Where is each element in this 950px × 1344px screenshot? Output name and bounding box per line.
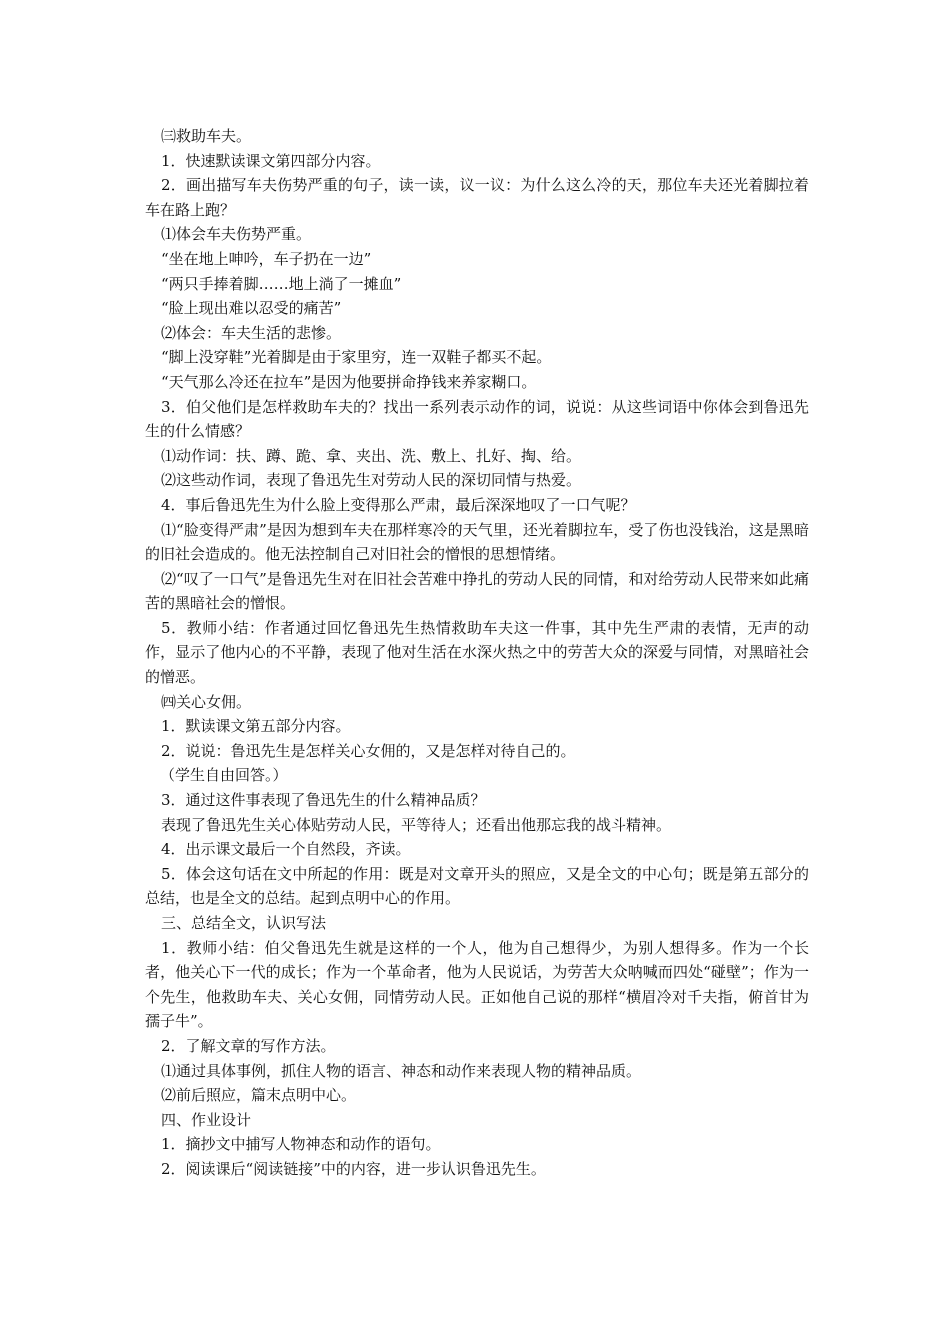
paragraph: “脚上没穿鞋”光着脚是由于家里穷，连一双鞋子都买不起。 (161, 348, 552, 367)
paragraph: （学生自由回答。） (160, 766, 288, 785)
section-heading-care-maid: ㈣关心女佣。 (161, 692, 252, 711)
paragraph: 1．摘抄文中捕写人物神态和动作的语句。 (161, 1135, 441, 1154)
paragraph: ⑵这些动作词，表现了鲁迅先生对劳动人民的深切同情与热爱。 (161, 471, 582, 490)
quote-line: “脸上现出难以忍受的痛苦” (161, 299, 342, 318)
paragraph: 3．伯父他们是怎样救助车夫的？找出一系列表示动作的词，说说：从这些词语中你体会到鲁迅先生的什么情感？ (145, 397, 809, 441)
paragraph: 2．阅读课后“阅读链接”中的内容，进一步认识鲁迅先生。 (161, 1159, 546, 1178)
paragraph: 4．出示课文最后一个自然段，齐读。 (161, 840, 411, 859)
paragraph: 2．画出描写车夫伤势严重的句子，读一读，议一议：为什么这么冷的天，那位车夫还光着脚拉着车在路上跑？ (145, 176, 809, 219)
quote-line: “坐在地上呻吟，车子扔在一边” (161, 249, 372, 268)
section-heading-summary: 三、总结全文，认识写法 (161, 914, 327, 932)
section-heading-rescue-coachman: ㈢救助车夫。 (161, 127, 252, 145)
paragraph: 3．通过这件事表现了鲁迅先生的什么精神品质？ (161, 791, 486, 810)
paragraph: “天气那么冷还在拉车”是因为他要拼命挣钱来养家糊口。 (161, 372, 537, 391)
paragraph: ⑴通过具体事例，抓住人物的语言、神态和动作来表现人物的精神品质。 (161, 1061, 642, 1080)
paragraph: ⑵“叹了一口气”是鲁迅先生对在旧社会苦难中挣扎的劳动人民的同情，和对给劳动人民带来如此痛苦的黑暗社会的憎恨。 (145, 569, 809, 613)
paragraph: 1．快速默读课文第四部分内容。 (161, 151, 381, 170)
paragraph: ⑵前后照应，篇末点明中心。 (161, 1086, 357, 1105)
document-body (145, 124, 809, 1182)
paragraph: ⑴动作词：扶、蹲、跪、拿、夹出、洗、敷上、扎好、掏、给。 (161, 446, 582, 465)
paragraph: 5．体会这句话在文中所起的作用：既是对文章开头的照应，又是全文的中心句；既是第五部分的总结，也是全文的总结。起到点明中心的作用。 (145, 864, 809, 908)
paragraph: ⑴体会车夫伤势严重。 (161, 225, 312, 244)
quote-line: “两只手捧着脚……地上淌了一摊血” (161, 274, 402, 293)
paragraph: 5．教师小结：作者通过回忆鲁迅先生热情救助车夫这一件事，其中先生严肃的表情，无声的动作，显示了他内心的不平静，表现了他对生活在水深火热之中的劳苦大众的深爱与同情，对黑暗社会的憎恶。 (145, 618, 809, 687)
paragraph: ⑴“脸变得严肃”是因为想到车夫在那样寒冷的天气里，还光着脚拉车，受了伤也没钱治，这是黑暗的旧社会造成的。他无法控制自己对旧社会的憎恨的思想情绪。 (145, 520, 809, 564)
section-heading-homework: 四、作业设计 (161, 1110, 252, 1129)
paragraph: 1．默读课文第五部分内容。 (161, 717, 351, 736)
paragraph: ⑵体会：车夫生活的悲惨。 (161, 323, 342, 342)
paragraph: 1．教师小结：伯父鲁迅先生就是这样的一个人，他为自己想得少，为别人想得多。作为一个长者，他关心下一代的成长；作为一个革命者，他为人民说话，为劳苦大众呐喊而四处“碰壁”；作为一个先生，他救助车夫、关心女佣，同情劳动人民。正如他自己说的那样“横眉冷对千夫指，俯首甘为孺子牛”。 (145, 938, 809, 1031)
paragraph: 表现了鲁迅先生关心体贴劳动人民，平等待人；还看出他那忘我的战斗精神。 (161, 815, 672, 834)
paragraph: 4．事后鲁迅先生为什么脸上变得那么严肃，最后深深地叹了一口气呢？ (161, 495, 636, 514)
paragraph: 2．说说：鲁迅先生是怎样关心女佣的，又是怎样对待自己的。 (161, 741, 576, 760)
paragraph: 2．了解文章的写作方法。 (161, 1036, 336, 1055)
